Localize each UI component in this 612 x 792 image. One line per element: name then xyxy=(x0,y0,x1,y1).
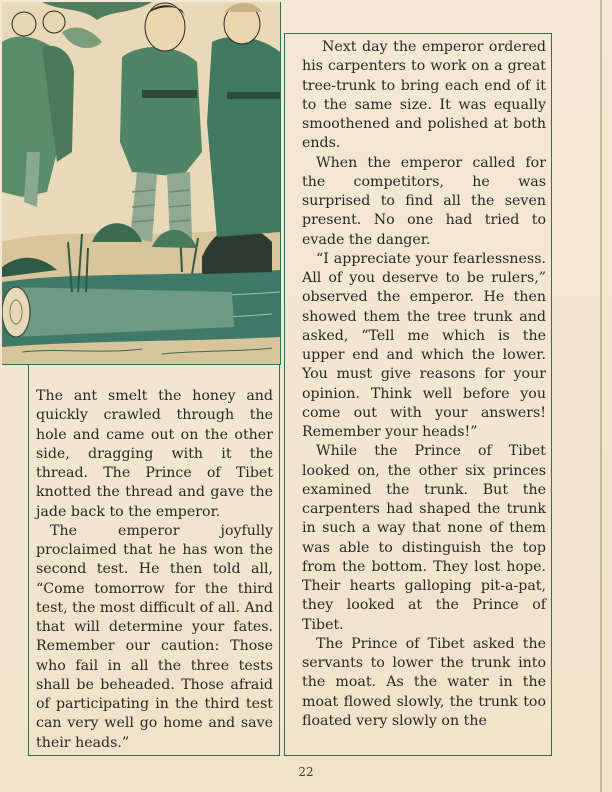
left-text-column xyxy=(28,364,280,756)
right-paragraph-4: While the Prince of Tibet looked on, the other six princes examined the trunk. But the carpenters had shaped the trunk in such a way that none of them was able to distinguish the top from the bottom. They lost hope. Their hearts galloping pit-a-pat, they looked at the Prince of Tibet. xyxy=(302,443,546,633)
right-paragraph-5: The Prince of Tibet asked the servants to lower the trunk into the moat. As the water in the moat flowed slowly, the trunk too floated very slowly on the xyxy=(302,635,546,729)
story-illustration xyxy=(2,2,281,365)
right-paragraph-3: “I appreciate your fearlessness. All of you deserve to be rulers,” observed the emperor. He then showed them the tree trunk and asked, “Tell me which is the upper end and which the lower. You must give reasons for your opinion. Think well before you come out with your answers! Remember your heads!” xyxy=(302,250,546,440)
right-text-column xyxy=(284,33,552,756)
left-paragraph-1: The ant smelt the honey and quickly crawled through the hole and came out on the other side, dragging with it the thread. The Prince of Tibet knotted the thread and gave the jade back to the emperor. xyxy=(36,388,273,520)
right-paragraph-1: Next day the emperor ordered his carpenters to work on a great tree-trunk to bring each end of it to the same size. It was equally smoothened and polished at both ends. xyxy=(302,39,546,152)
right-paragraph-2: When the emperor called for the competitors, he was surprised to find all the seven present. No one had tried to evade the danger. xyxy=(302,154,546,248)
illustration-princes-scene-icon xyxy=(2,2,280,364)
left-paragraph-2: The emperor joyfully proclaimed that he has won the second test. He then told all, “Come tomorrow for the third test, the most difficult of all. And that will determine your fates. Remember our caution: Those who fail in all the three tests shall be beheaded. Those afraid of participating in the third test can very well go home and save their heads.” xyxy=(36,522,273,751)
page-number: 22 xyxy=(298,765,314,779)
page-edge-rule xyxy=(600,0,602,792)
